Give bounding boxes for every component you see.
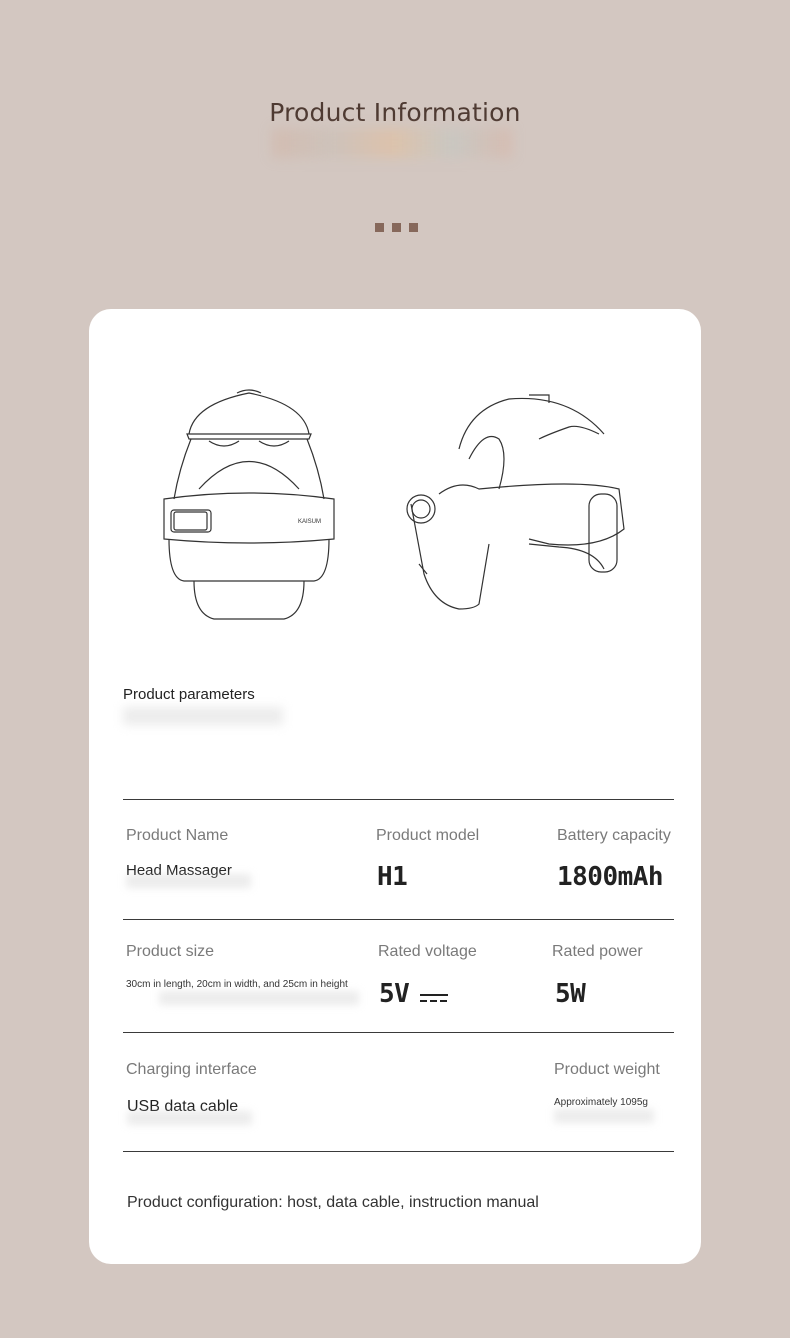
battery-capacity-label: Battery capacity [557,827,671,844]
rated-power-value: 5W [555,979,586,1009]
table-divider [123,1032,674,1033]
text-blur [159,991,359,1005]
product-name-value: Head Massager [126,862,232,879]
text-blur [127,1111,252,1125]
text-blur [126,874,251,888]
product-name-label: Product Name [126,827,229,844]
table-divider [123,919,674,920]
table-divider [123,1151,674,1152]
params-subtitle-blur [123,707,283,725]
dc-current-icon [420,992,448,1004]
divider-dot [392,223,401,232]
front-view [164,390,334,619]
section-divider-dots [375,223,418,232]
product-size-value: 30cm in length, 20cm in width, and 25cm in height [126,979,348,990]
rated-voltage-group [379,979,448,1009]
text-blur [554,1109,654,1123]
product-weight-value: Approximately 1095g [554,1097,648,1108]
rated-power-label: Rated power [552,943,643,960]
table-divider [123,799,674,800]
product-info-card [89,309,701,1264]
rated-voltage-value: 5V [379,979,410,1009]
divider-dot [375,223,384,232]
charging-interface-label: Charging interface [126,1061,257,1078]
product-model-label: Product model [376,827,480,844]
divider-dot [409,223,418,232]
page-title: Product Information [269,98,521,127]
product-weight-label: Product weight [554,1061,660,1078]
title-decoration [272,128,512,158]
head-massager-illustration [149,379,639,629]
side-view [407,395,624,609]
charging-interface-value: USB data cable [127,1098,239,1115]
brand-logo: KAISUM [297,519,321,525]
product-configuration: Product configuration: host, data cable, instruction manual [127,1194,539,1211]
product-model-value: H1 [377,862,408,892]
battery-capacity-value: 1800mAh [557,862,664,892]
product-size-label: Product size [126,943,215,960]
params-heading: Product parameters [123,686,255,703]
rated-voltage-label: Rated voltage [378,943,477,960]
